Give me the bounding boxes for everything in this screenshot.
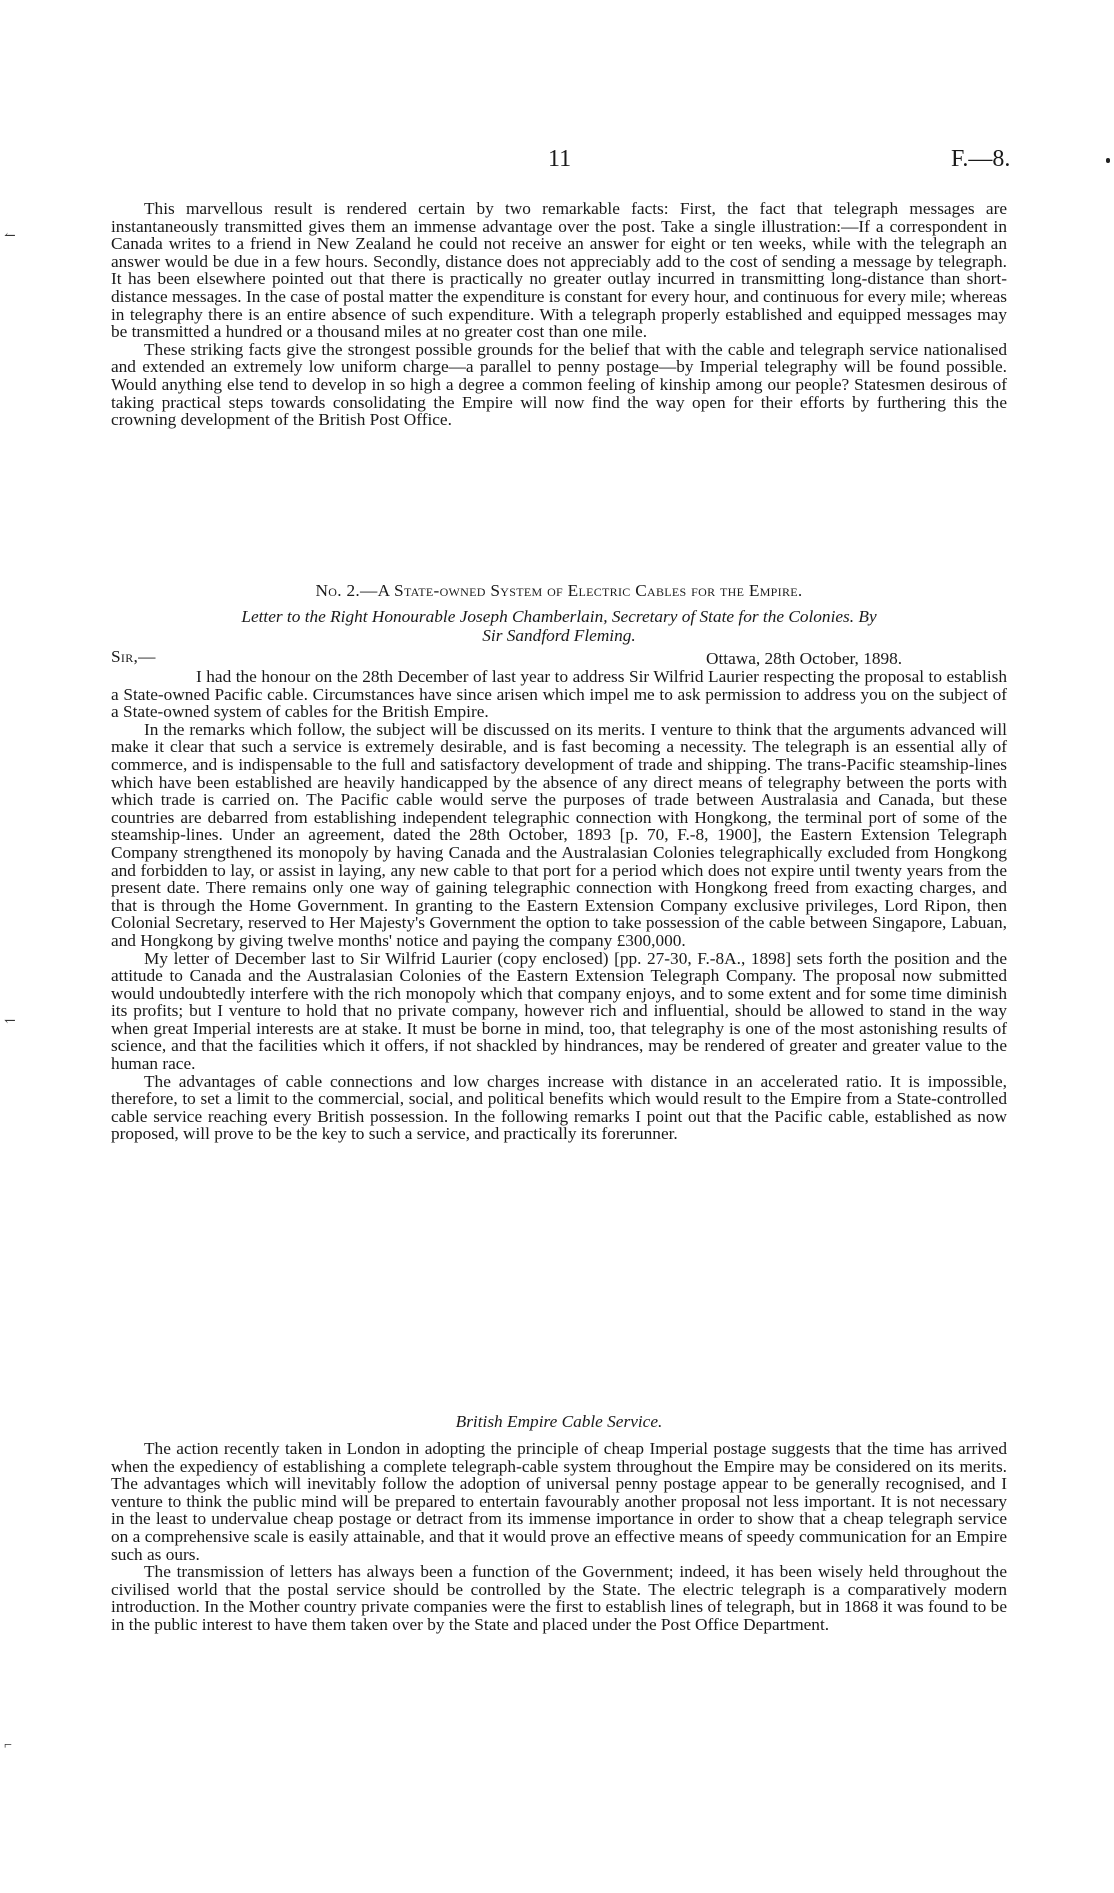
section-intro xyxy=(111,200,1007,429)
subsection-heading: British Empire Cable Service. xyxy=(455,1412,663,1431)
salutation: Sir,— xyxy=(111,647,156,666)
dateline: Ottawa, 28th October, 1898. xyxy=(706,649,903,668)
paragraph: This marvellous result is rendered certain by two remarkable facts: First, the fact that telegraph messages are instantaneously transmitted gives them an immense advantage over the post. Take a single illustration:—If a correspondent in Canada writes to a friend in New Zealand he could not receive an answer for eight or ten weeks, while with the telegraph an answer would be due in a few hours. Secondly, distance does not appreciably add to the cost of sending a message by telegraph. It has been elsewhere pointed out that there is practically no greater outlay incurred in transmitting long-distance than short-distance messages. In the case of postal matter the expenditure is constant for every hour, and continuous for every mile; whereas in telegraphy there is an entire absence of such expenditure. With a telegraph properly established and equipped messages may be transmitted a hundred or a thousand miles at no greater cost than one mile. xyxy=(111,199,1007,342)
paragraph: I had the honour on the 28th December of last year to address Sir Wilfrid Laurier respecting the proposal to establish a State-owned Pacific cable. Circumstances have since arisen which impel me to ask permission to address you on the subject of a State-owned system of cables for the British Empire. xyxy=(111,667,1007,722)
paragraph: The transmission of letters has always been a function of the Government; indeed, it has been wisely held throughout the civilised world that the postal service should be controlled by the State. The electric telegraph is a comparatively modern introduction. In the Mother country private companies were the first to establish lines of telegraph, but in 1868 it was found to be in the public interest to have them taken over by the State and placed under the Post Office Department. xyxy=(111,1562,1007,1634)
margin-dot xyxy=(1106,158,1110,163)
page-number: 11 xyxy=(548,146,572,172)
section-title: No. 2.—A State-owned System of Electric Cables for the Empire. xyxy=(315,581,803,600)
paragraph: My letter of December last to Sir Wilfrid Laurier (copy enclosed) [pp. 27-30, F.-8A., 1898] sets forth the position and the attitude to Canada and the Australasian Colonies of the Eastern Extension Telegraph Company. The proposal now submitted would undoubtedly interfere with the rich monopoly which that company enjoys, and to some extent and for some time diminish its profits; but I venture to hold that no private company, however rich and influential, should be allowed to stand in the way when great Imperial interests are at stake. It must be borne in mind, too, that telegraphy is one of the most astonishing results of science, and that the facilities which it offers, if not shackled by hindrances, may be rendered of greater and greater value to the human race. xyxy=(111,948,1007,1074)
letter-subtitle: Letter to the Right Honourable Joseph Chamberlain, Secretary of State for the Colonies. By xyxy=(241,607,877,626)
document-code: F.—8. xyxy=(951,146,1011,172)
paragraph: The action recently taken in London in adopting the principle of cheap Imperial postage suggests that the time has arrived when the expediency of establishing a complete telegraph-cable system throughout the Empire may be considered on its merits. The advantages which will inevitably follow the adoption of universal penny postage appear to be generally recognised, and I venture to think the public mind will be prepared to entertain favourably another proposal not less important. It is not necessary in the least to undervalue cheap postage or detract from its immense importance in order to show that a cheap telegraph service on a comprehensive scale is easily attainable, and that it would prove an effective means of speedy communication for an Empire such as ours. xyxy=(111,1439,1007,1564)
cable-service-body xyxy=(111,1440,1007,1634)
paragraph: These striking facts give the strongest possible grounds for the belief that with the cable and telegraph service nationalised and extended an extremely low uniform charge—a parallel to penny postage—by Imperial telegraphy will be found possible. Would anything else tend to develop in so high a degree a common feeling of kinship among our people? Statesmen desirous of taking practical steps towards consolidating the Empire will now find the way open for their efforts by furthering this the crowning development of the British Post Office. xyxy=(111,339,1007,430)
margin-tick-mark: ⌐ xyxy=(4,1738,12,1753)
letter-body xyxy=(111,668,1007,1143)
paragraph: In the remarks which follow, the subject will be discussed on its merits. I venture to think that the arguments advanced will make it clear that such a service is extremely desirable, and is fast becoming a necessity. The telegraph is an essential ally of commerce, and is indispensable to the full and satisfactory development of trade and shipping. The trans-Pacific steamship-lines which have been established are heavily handicapped by the absence of any direct means of telegraphy between the ports with which trade is carried on. The Pacific cable would serve the purposes of trade between Australasia and Canada, but these countries are debarred from establishing independent telegraphic connection with Hongkong, the terminal port of some of the steamship-lines. Under an agreement, dated the 28th October, 1893 [p. 70, F.-8, 1900], the Eastern Extension Telegraph Company strengthened its monopoly by having Canada and the Australasian Colonies telegraphically excluded from Hongkong and forbidden to lay, or assist in laying, any new cable to that port for a period which does not expire until twenty years from the present date. There remains only one way of gaining telegraphic connection with Hongkong freed from exacting charges, and that is through the Home Government. In granting to the Eastern Extension Company exclusive privileges, Lord Ripon, then Colonial Secretary, reserved to Her Majesty's Government the option to take possession of the cable between Singapore, Labuan, and Hongkong by giving twelve months' notice and paying the company £300,000. xyxy=(111,719,1007,950)
paragraph: The advantages of cable connections and low charges increase with distance in an accelerated ratio. It is impossible, therefore, to set a limit to the commercial, social, and political benefits which would result to the Empire from a State-controlled cable service reaching every British possession. In the following remarks I point out that the Pacific cable, established as now proposed, will prove to be the key to such a service, and practically its forerunner. xyxy=(111,1071,1007,1144)
margin-tick-mark: ↽ xyxy=(4,1014,16,1029)
margin-tick-mark: ↼ xyxy=(4,229,16,244)
letter-author: Sir Sandford Fleming. xyxy=(482,626,636,645)
